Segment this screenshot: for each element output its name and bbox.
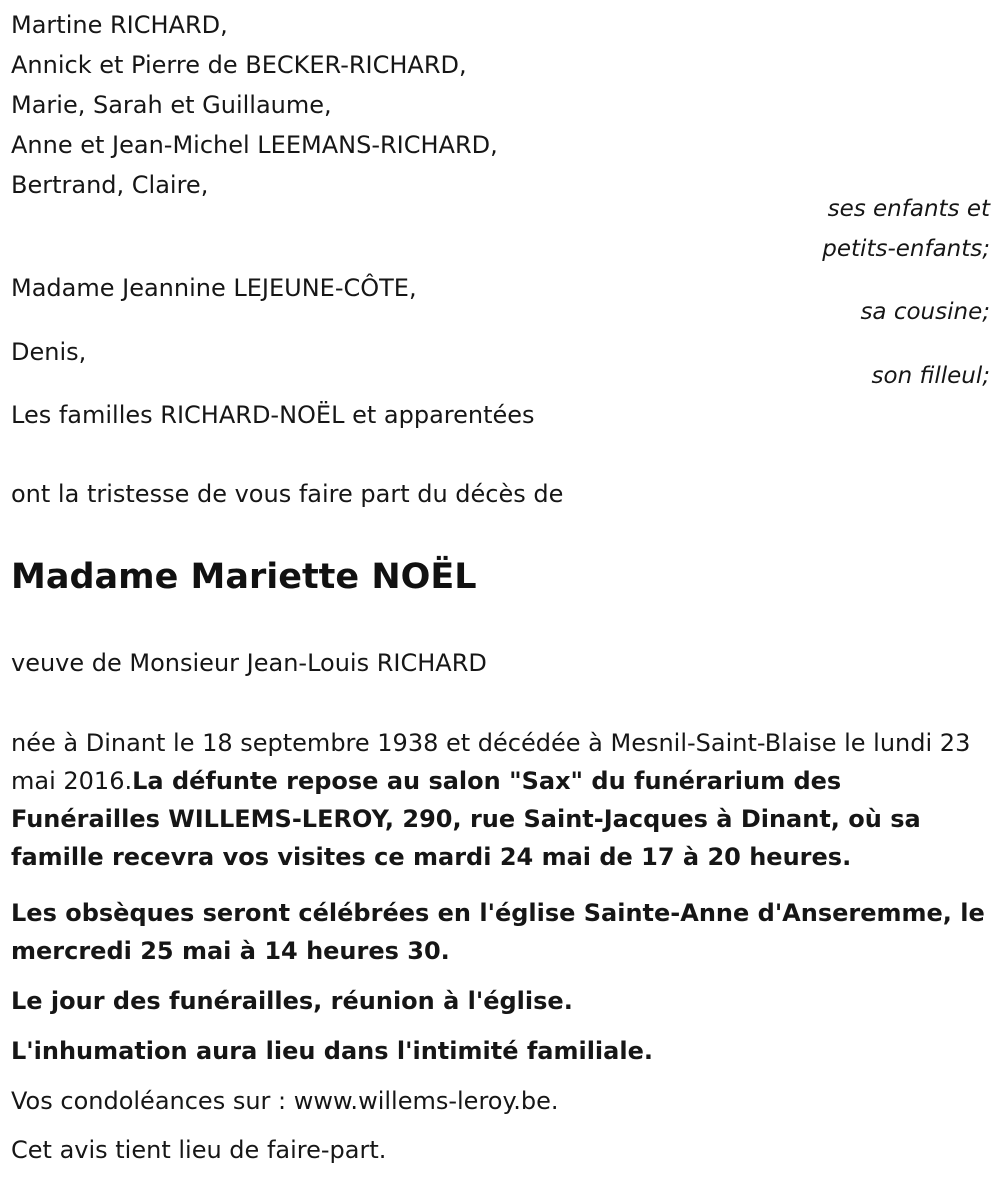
family-member-line: Martine RICHARD, [11, 11, 228, 39]
family-member-line: Annick et Pierre de BECKER-RICHARD, [11, 51, 467, 79]
family-member-line: Marie, Sarah et Guillaume, [11, 91, 332, 119]
burial-line: L'inhumation aura lieu dans l'intimité familiale. [11, 1037, 653, 1065]
birth-death-text: née à Dinant le 18 septembre 1938 et décédée à Mesnil-Saint-Blaise le lundi 23 mai 2016. [11, 729, 971, 795]
cousin-relation-label: sa cousine; [860, 299, 990, 325]
families-line: Les familles RICHARD-NOËL et apparentées [11, 401, 535, 429]
family-member-line: Bertrand, Claire, [11, 171, 209, 199]
family-member-line: Anne et Jean-Michel LEEMANS-RICHARD, [11, 131, 498, 159]
deceased-name: Madame Mariette NOËL [11, 557, 477, 597]
meeting-line: Le jour des funérailles, réunion à l'église. [11, 987, 573, 1015]
cousin-name: Madame Jeannine LEJEUNE-CÔTE, [11, 274, 417, 302]
details-paragraph [11, 724, 989, 876]
grandchildren-relation-label: petits-enfants; [822, 236, 990, 262]
funeral-paragraph: Les obsèques seront célébrées en l'église Sainte-Anne d'Anseremme, le mercredi 25 mai à 14 heures 30. [11, 899, 985, 965]
notice-line: Cet avis tient lieu de faire-part. [11, 1136, 387, 1164]
condolences-line: Vos condoléances sur : www.willems-leroy.be. [11, 1087, 559, 1115]
widow-of-line: veuve de Monsieur Jean-Louis RICHARD [11, 649, 487, 677]
viewing-text: La défunte repose au salon "Sax" du funérarium des Funérailles WILLEMS-LEROY, 290, rue Saint-Jacques à Dinant, où sa famille recevra vos visites ce mardi 24 mai de 17 à 20 heures. [11, 767, 921, 871]
children-relation-label: ses enfants et [827, 196, 990, 222]
godson-relation-label: son filleul; [871, 363, 990, 389]
godson-name: Denis, [11, 338, 87, 366]
announcement-text: ont la tristesse de vous faire part du décès de [11, 480, 564, 508]
